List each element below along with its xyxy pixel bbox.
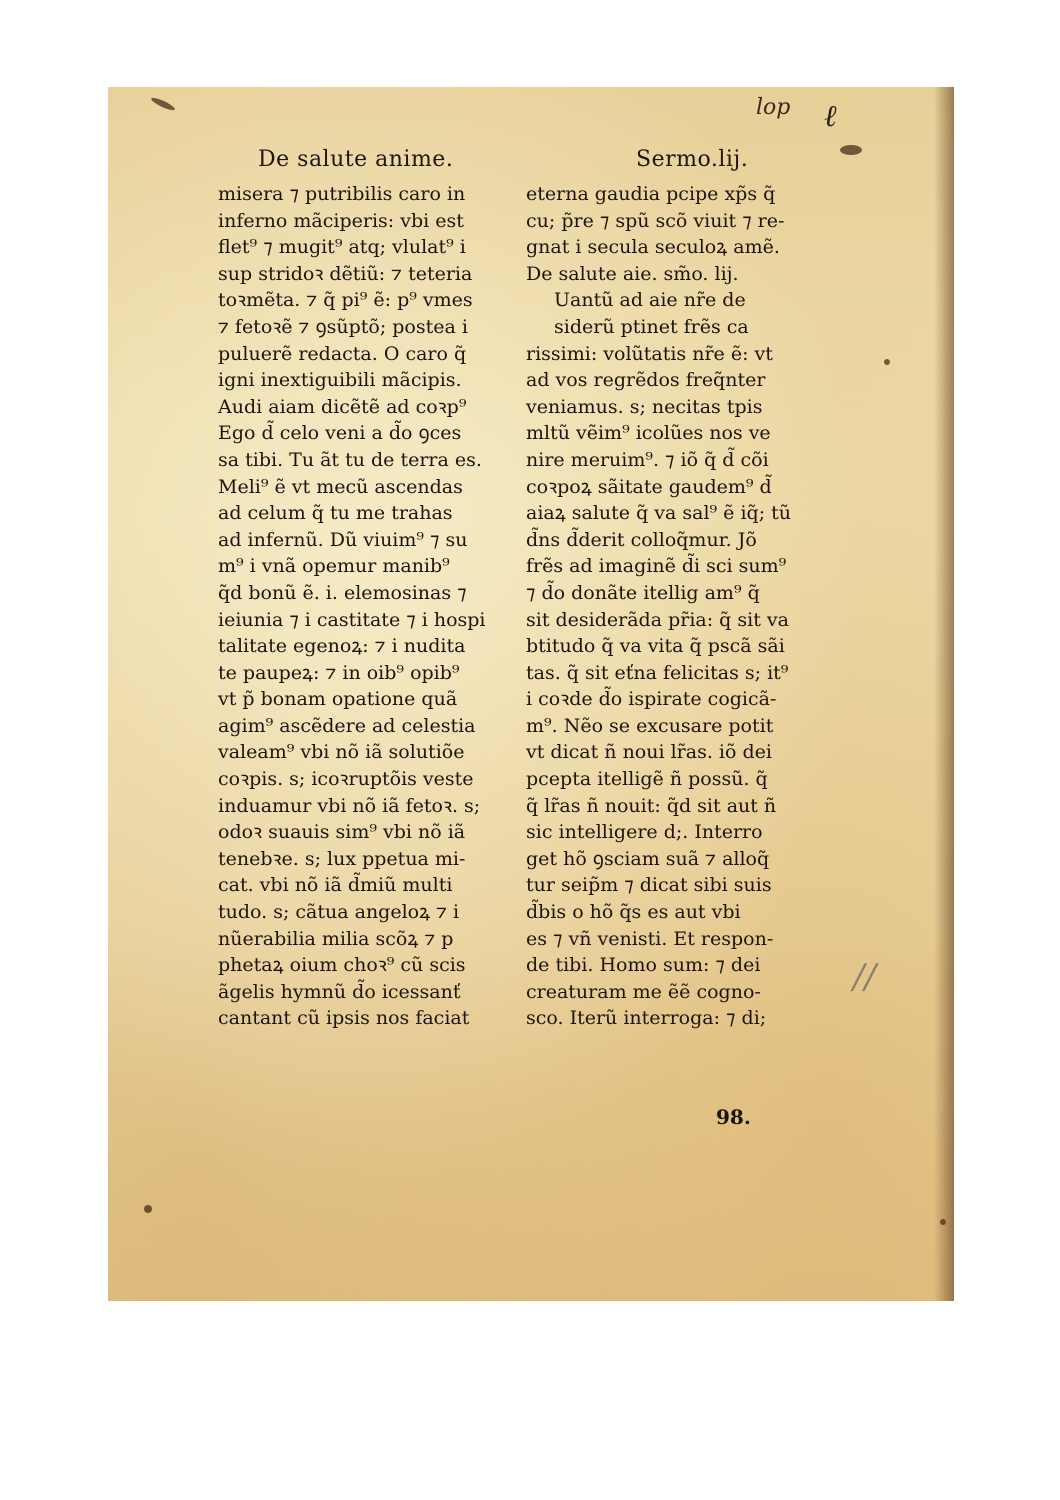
- text-line: creaturam me ẽẽ cogno-: [526, 980, 761, 1003]
- ink-stain: [150, 96, 176, 112]
- text-line: coꝛpis. s; icoꝛruptõis veste: [218, 768, 474, 791]
- text-line: induamur vbi nõ iã fetoꝛ. s;: [218, 794, 481, 817]
- text-line: ad celum q̃ tu me trahas: [218, 502, 453, 525]
- text-line: vt p̃ bonam opatione quã: [218, 688, 458, 711]
- page-number: 98.: [716, 1105, 751, 1129]
- text-line: Meli⁹ ẽ vt mecũ ascendas: [218, 475, 463, 498]
- text-line: sup stridoꝛ dẽtiũ: ⁊ teteria: [218, 262, 473, 285]
- text-line: nire meruim⁹. ⁊ iõ q̃ d̃ cõi: [526, 448, 769, 471]
- text-line: tas. q̃ sit eťna felicitas s; it⁹: [526, 661, 789, 684]
- text-line: Uantũ ad aie nr̃e de: [554, 289, 746, 312]
- text-line: sic intelligere d;. Interro: [526, 821, 763, 844]
- text-line: pcepta itelligẽ ñ possũ. q̃: [526, 768, 768, 791]
- text-line: valeam⁹ vbi nõ iã solutiõe: [218, 741, 465, 764]
- text-line: eterna gaudia pcipe xp̃s q̃: [526, 183, 776, 205]
- text-line: es ⁊ vñ venisti. Et respon-: [526, 927, 774, 950]
- text-line: ⁊ fetoꝛẽ ⁊ ꝯsũptõ; postea i: [218, 315, 468, 338]
- text-line: tenebꝛe. s; lux ppetua mi-: [218, 847, 466, 870]
- text-line: ad vos regrẽdos freq̃nter: [526, 369, 766, 392]
- text-line: ad infernũ. Dũ viuim⁹ ⁊ su: [218, 528, 468, 551]
- text-line: misera ⁊ putribilis caro in: [218, 183, 466, 205]
- text-line: ieiunia ⁊ i castitate ⁊ i hospi: [218, 608, 486, 631]
- ink-stain: [144, 1205, 152, 1213]
- text-line: De salute aie. sm̃o. lij.: [526, 262, 739, 285]
- text-line: veniamus. s; necitas tpis: [526, 395, 763, 418]
- text-line: inferno mãciperis: vbi est: [218, 209, 464, 232]
- text-line: q̃ lr̃as ñ nouit: q̃d sit aut ñ: [526, 794, 777, 817]
- text-line: te paupeꝝ: ⁊ in oib⁹ opib⁹: [218, 661, 460, 684]
- text-line: de tibi. Homo sum: ⁊ dei: [526, 954, 761, 977]
- text-line: cu; p̃re ⁊ spũ scõ viuit ⁊ re-: [526, 209, 785, 232]
- text-line: puluerẽ redacta. O caro q̃: [218, 342, 467, 365]
- text-line: phetaꝝ oium choꝛ⁹ cũ scis: [218, 954, 466, 977]
- text-line: coꝛpoꝝ sãitate gaudem⁹ d̃: [526, 475, 772, 498]
- text-line: get hõ ꝯsciam suã ⁊ alloq̃: [526, 847, 770, 870]
- ink-stain: [884, 359, 890, 365]
- text-line: m⁹. Nẽo se excusare potit: [526, 714, 774, 737]
- handwritten-folio: lop: [756, 95, 791, 120]
- text-line: sa tibi. Tu ãt tu de terra es.: [218, 448, 482, 471]
- text-line: ⁊ d̃o donãte itellig am⁹ q̃: [526, 581, 760, 604]
- text-line: gnat i secula seculoꝝ amẽ.: [526, 236, 780, 259]
- text-line: d̃ns d̃derit colloq̃mur. Jõ: [526, 528, 757, 551]
- text-line: vt dicat ñ noui lr̃as. iõ dei: [526, 741, 772, 764]
- running-header-right: Sermo.lij.: [636, 147, 749, 172]
- text-line: ãgelis hymnũ d̃o icessanť: [218, 980, 461, 1003]
- text-line: tudo. s; cãtua angeloꝝ ⁊ i: [218, 901, 460, 924]
- text-line: i coꝛde d̃o ispirate cogicã-: [526, 688, 777, 711]
- text-line: tur seip̃m ⁊ dicat sibi suis: [526, 874, 772, 897]
- text-line: d̃bis o hõ q̃s es aut vbi: [526, 901, 741, 924]
- text-line: igni inextiguibili mãcipis.: [218, 369, 462, 392]
- manuscript-page: [108, 87, 954, 1301]
- ink-stain: [940, 1219, 946, 1225]
- text-line: Audi aiam dicẽtẽ ad coꝛp⁹: [218, 395, 467, 418]
- text-line: btitudo q̃ va vita q̃ pscã sãi: [526, 635, 785, 658]
- running-header-left: De salute anime.: [258, 147, 454, 172]
- text-line: frẽs ad imaginẽ d̃i sci sum⁹: [526, 555, 787, 578]
- text-column-right: [526, 181, 828, 1032]
- text-line: odoꝛ suauis sim⁹ vbi nõ iã: [218, 821, 466, 844]
- ink-stain: [840, 145, 862, 155]
- text-column-left: [218, 181, 520, 1032]
- text-line: sco. Iterũ interroga: ⁊ di;: [526, 1007, 767, 1030]
- text-line: sit desiderãda pr̃ia: q̃ sit va: [526, 608, 789, 631]
- text-line: Ego d̃ celo veni a d̃o ꝯces: [218, 422, 462, 445]
- text-line: cantant cũ ipsis nos faciat: [218, 1007, 470, 1030]
- text-line: toꝛmẽta. ⁊ q̃ pi⁹ ẽ: p⁹ vmes: [218, 289, 473, 312]
- text-line: nũerabilia milia scõꝝ ⁊ p: [218, 927, 454, 950]
- corner-mark: ℓ: [824, 99, 837, 134]
- text-line: talitate egenoꝝ: ⁊ i nudita: [218, 635, 466, 658]
- text-line: q̃d bonũ ẽ. i. elemosinas ⁊: [218, 581, 467, 604]
- text-line: agim⁹ ascẽdere ad celestia: [218, 714, 476, 737]
- text-line: mltũ vẽim⁹ icolũes nos ve: [526, 422, 771, 445]
- margin-pencil-mark: ∕∕: [853, 957, 876, 997]
- text-line: rissimi: volũtatis nr̃e ẽ: vt: [526, 342, 773, 365]
- text-line: flet⁹ ⁊ mugit⁹ atq; vlulat⁹ i: [218, 236, 466, 259]
- text-line: m⁹ i vnã opemur manib⁹: [218, 555, 450, 578]
- text-line: siderũ ptinet frẽs ca: [554, 315, 749, 338]
- text-line: aiaꝝ salute q̃ va sal⁹ ẽ iq̃; tũ: [526, 502, 792, 525]
- text-line: cat. vbi nõ iã d̃miũ multi: [218, 874, 453, 897]
